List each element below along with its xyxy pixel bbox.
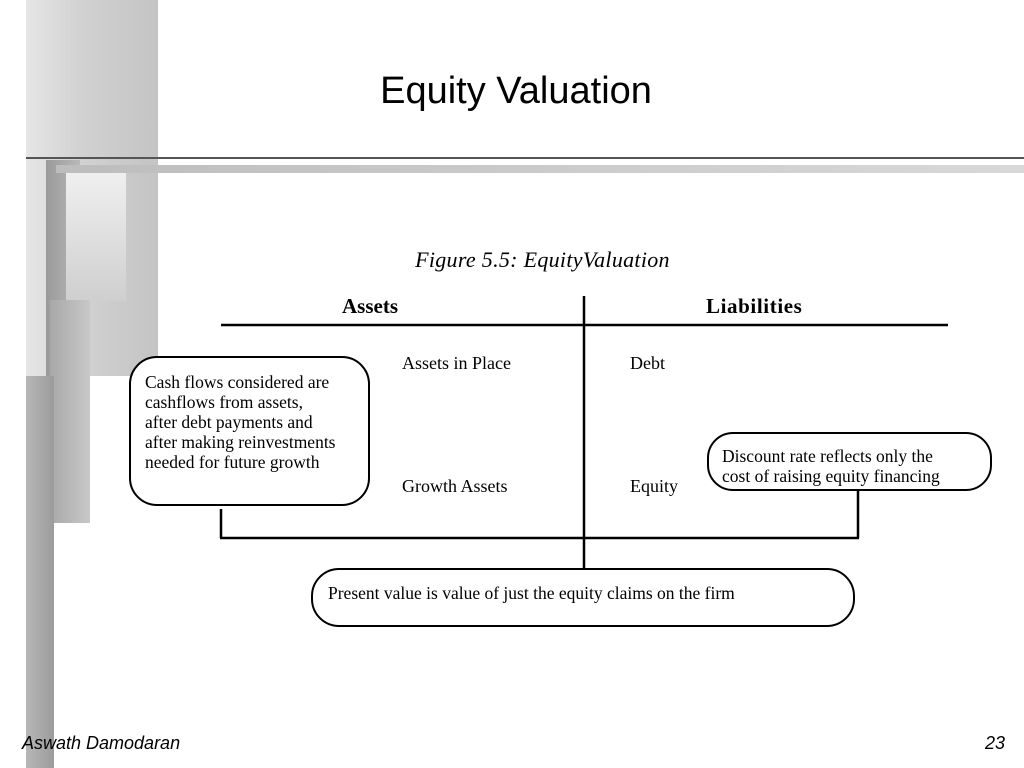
slide-title: Equity Valuation xyxy=(380,70,652,112)
equity-label: Equity xyxy=(630,476,678,496)
cash-flows-line: after making reinvestments xyxy=(145,432,336,452)
discount-rate-callout xyxy=(707,432,992,491)
debt-label: Debt xyxy=(630,353,665,373)
assets-header: Assets xyxy=(342,294,398,318)
cash-flows-line: Cash flows considered are xyxy=(145,372,330,392)
page-number: 23 xyxy=(984,733,1005,753)
author-footer: Aswath Damodaran xyxy=(22,733,181,753)
figure-title: Figure 5.5: EquityValuation xyxy=(415,247,670,272)
present-value-callout xyxy=(311,568,855,627)
cash-flows-line: needed for future growth xyxy=(145,452,320,472)
discount-rate-line: Discount rate reflects only the xyxy=(722,446,933,466)
cash-flows-line: cashflows from assets, xyxy=(145,392,303,412)
growth-assets-label: Growth Assets xyxy=(402,476,508,496)
liabilities-header: Liabilities xyxy=(706,294,803,318)
present-value-text: Present value is value of just the equity claims on the firm xyxy=(328,583,735,603)
cash-flows-line: after debt payments and xyxy=(145,412,313,432)
discount-rate-line: cost of raising equity financing xyxy=(722,466,940,486)
assets-in-place-label: Assets in Place xyxy=(402,353,511,373)
cash-flows-callout xyxy=(129,356,370,506)
